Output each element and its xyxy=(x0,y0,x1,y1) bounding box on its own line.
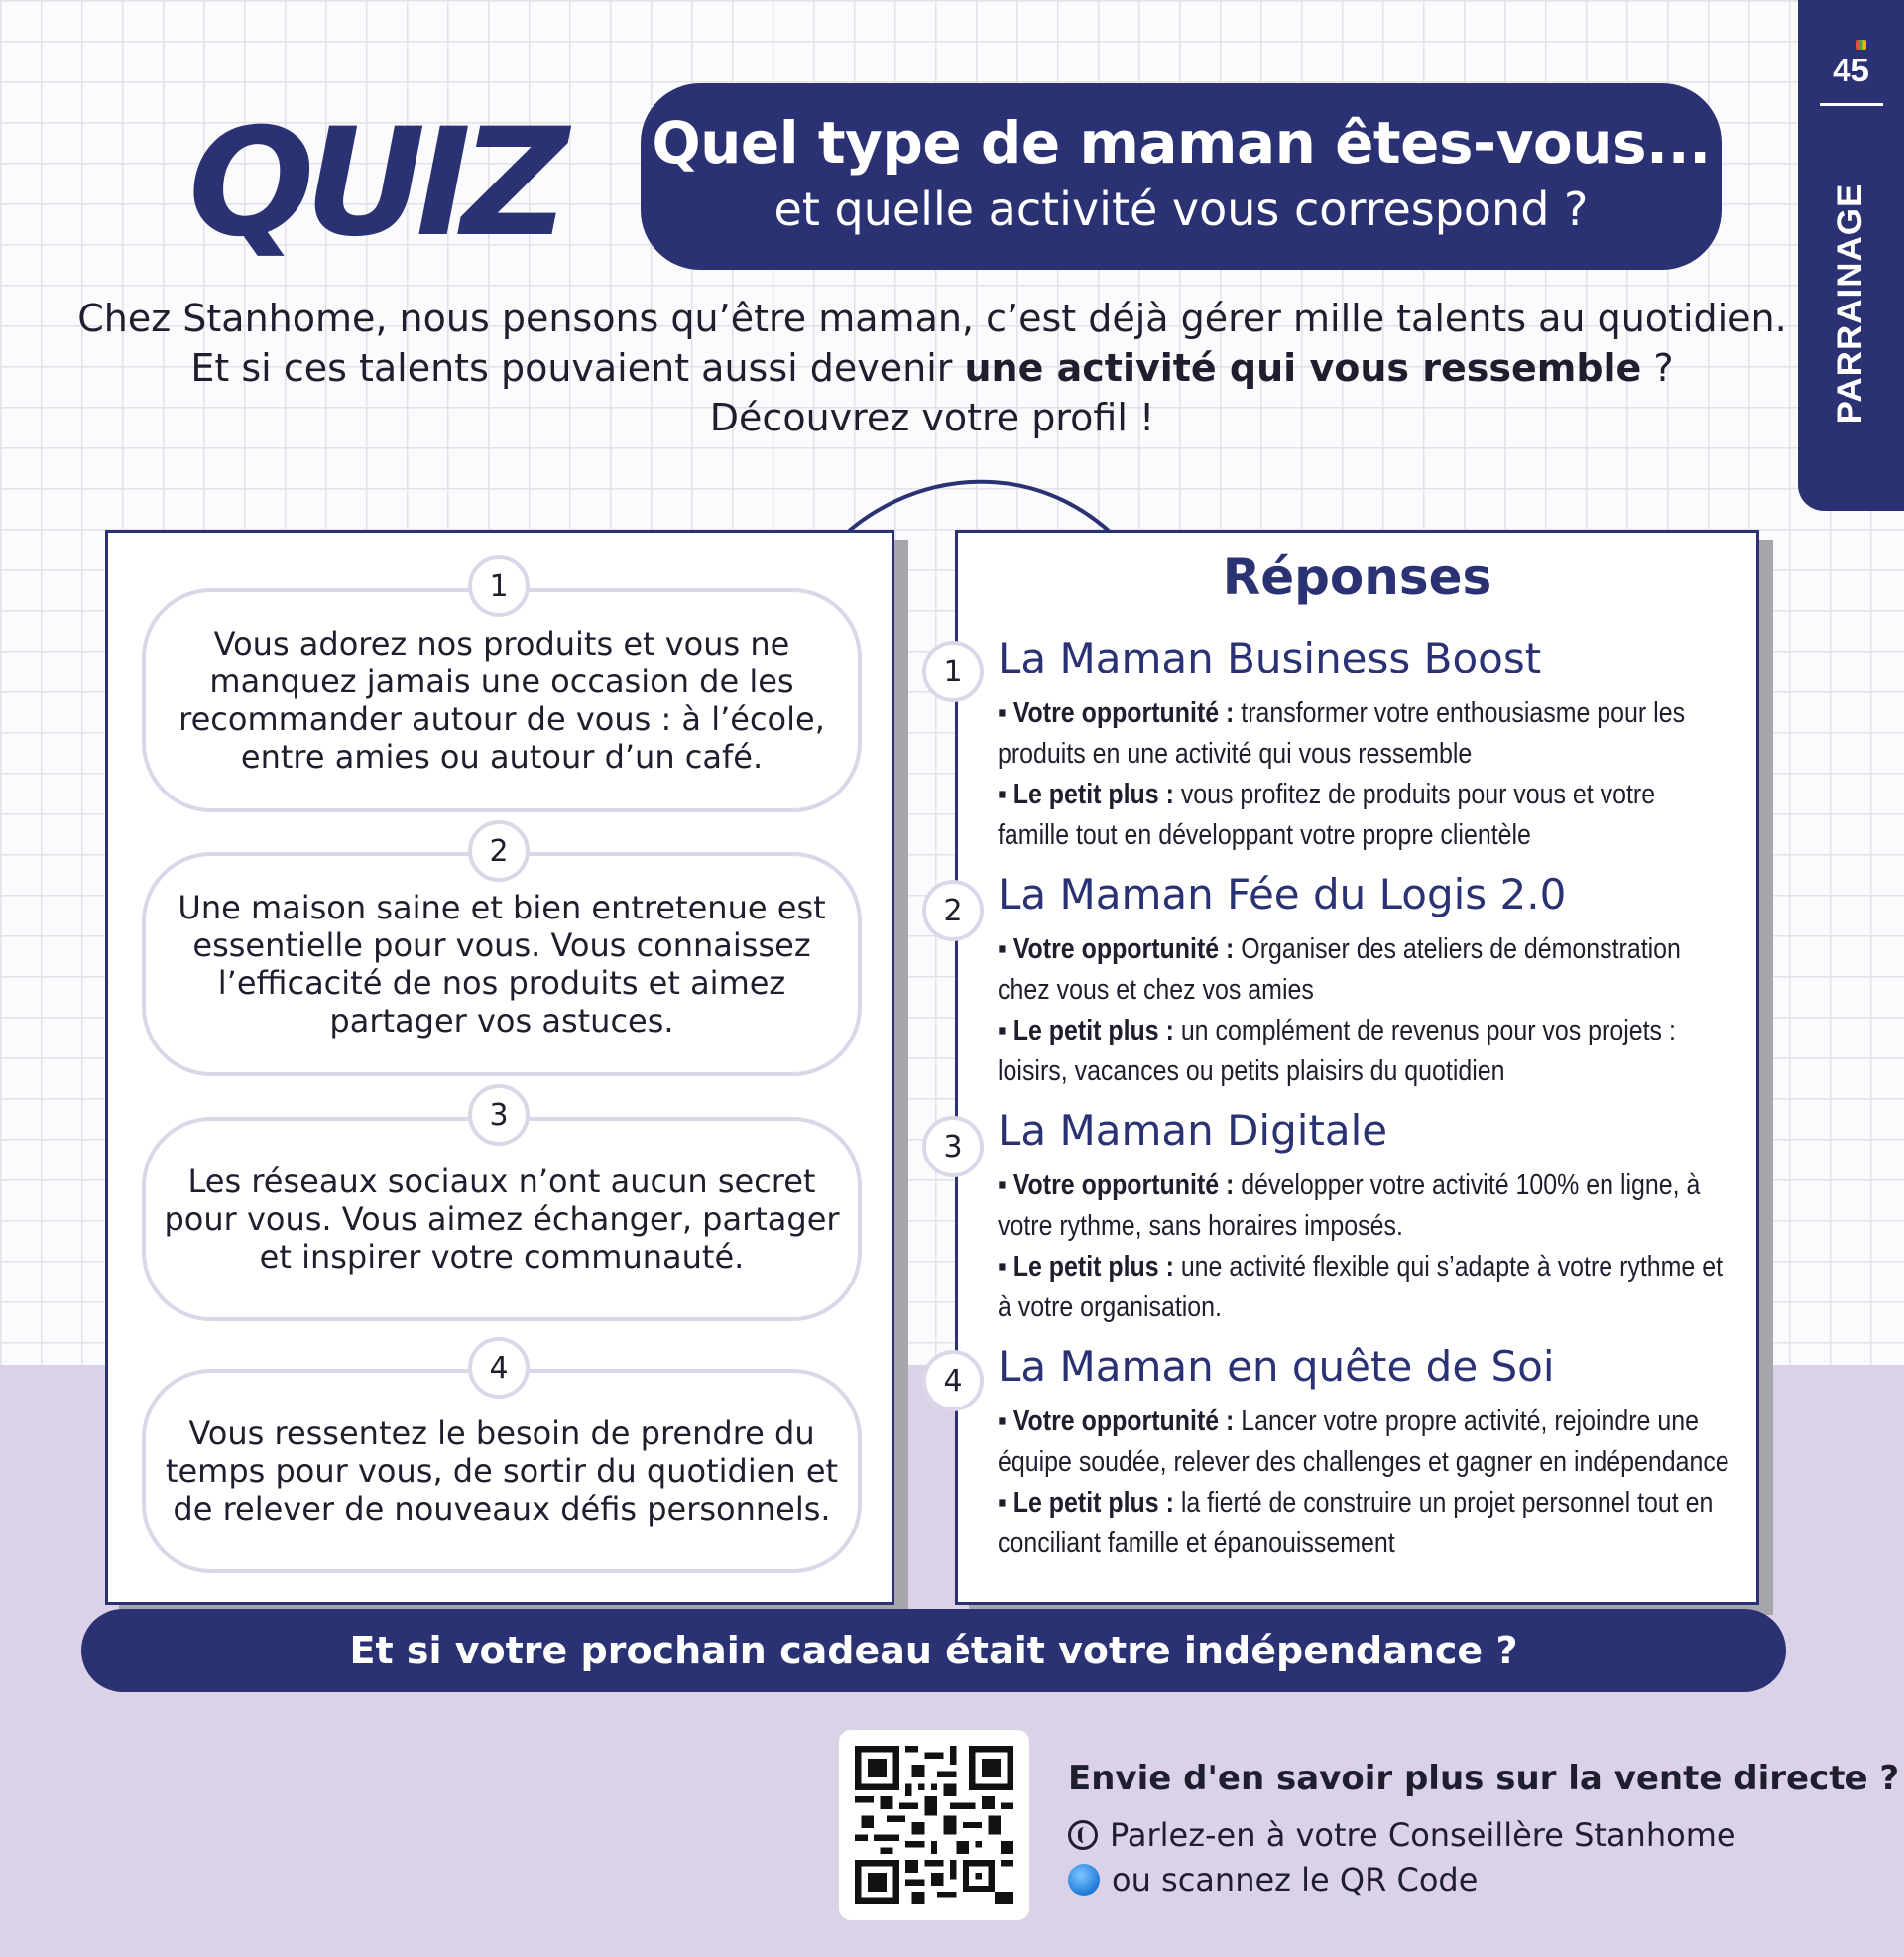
question-number-3: 3 xyxy=(468,1084,530,1146)
question-card-3 xyxy=(142,1117,862,1321)
call-to-action-banner: Et si votre prochain cadeau était votre indépendance ? xyxy=(81,1609,1786,1692)
answer-body-2: ▪ Votre opportunité : Organiser des ateliers de démonstration chez vous et chez vos amies ▪ Le petit plus : un complément de revenus pour vos projets : loisirs, vacances ou petits plaisirs du quotidien xyxy=(998,933,1681,1087)
brand-dot-icon xyxy=(1856,40,1866,50)
question-text: Les réseaux sociaux n’ont aucun secret pour vous. Vous aimez échanger, partager et inspirer votre communauté. xyxy=(164,1162,840,1276)
bonus-text: la fierté de construire un projet personnel tout en conciliant famille et épanouissement xyxy=(998,1487,1714,1559)
bonus-label: Le petit plus : xyxy=(1012,1015,1174,1046)
question-card-2 xyxy=(142,852,862,1076)
question-number-1: 1 xyxy=(468,555,530,617)
info-line-qr-text: ou scannez le QR Code xyxy=(1112,1861,1479,1898)
qr-code-icon xyxy=(855,1746,1013,1904)
answer-title-4: La Maman en quête de Soi xyxy=(998,1342,1555,1391)
intro-line-2 xyxy=(60,343,1805,393)
opportunity-label: Votre opportunité : xyxy=(1012,1406,1235,1437)
answer-title-1: La Maman Business Boost xyxy=(998,634,1542,682)
bonus-label: Le petit plus : xyxy=(1012,1251,1174,1283)
answer-number-2: 2 xyxy=(922,880,984,941)
opportunity-text: Organiser des ateliers de démonstration chez vous et chez vos amies xyxy=(998,933,1681,1006)
answer-number-3: 3 xyxy=(922,1116,984,1177)
bonus-text: une activité flexible qui s’adapte à votre rythme et à votre organisation. xyxy=(998,1251,1724,1323)
side-tab xyxy=(1798,0,1904,511)
intro-line-2-bold: une activité qui vous ressemble xyxy=(964,346,1642,390)
page-number: 45 xyxy=(1833,52,1869,88)
intro-line-3: Découvrez votre profil ! xyxy=(709,396,1155,439)
info-title: Envie d'en savoir plus sur la vente directe ? xyxy=(1068,1759,1900,1798)
title-sub: et quelle activité vous correspond ? xyxy=(774,183,1589,236)
phone-icon xyxy=(1068,1820,1098,1850)
question-text: Vous ressentez le besoin de prendre du temps pour vous, de sortir du quotidien et de relever de nouveaux défis personnels. xyxy=(165,1414,839,1528)
quiz-logo: QUIZ xyxy=(188,97,559,270)
qr-code-card[interactable] xyxy=(839,1730,1029,1920)
answer-title-2: La Maman Fée du Logis 2.0 xyxy=(998,870,1567,918)
question-card-4 xyxy=(142,1369,862,1573)
answer-body-4: ▪ Votre opportunité : Lancer votre propre activité, rejoindre une équipe soudée, relever des challenges et gagner en indépendance ▪ Le petit plus : la fierté de construire un projet personnel tout en conciliant famille et épanouissement xyxy=(998,1406,1729,1559)
answer-number-1: 1 xyxy=(922,641,984,702)
answer-title-3: La Maman Digitale xyxy=(998,1106,1388,1155)
title-main: Quel type de maman êtes-vous... xyxy=(652,109,1711,177)
opportunity-label: Votre opportunité : xyxy=(1012,1169,1235,1201)
side-divider xyxy=(1820,103,1883,106)
title-pill xyxy=(641,83,1722,270)
question-text: Vous adorez nos produits et vous ne manquez jamais une occasion de les recommander autour de vous : à l’école, entre amies ou autour d’un café. xyxy=(178,625,825,776)
opportunity-label: Votre opportunité : xyxy=(1012,697,1235,729)
intro-line-1: Chez Stanhome, nous pensons qu’être maman, c’est déjà gérer mille talents au quotidien. xyxy=(77,297,1787,340)
intro-line-2-end: ? xyxy=(1641,346,1674,390)
question-number-4: 4 xyxy=(468,1337,530,1399)
question-card-1 xyxy=(142,588,862,812)
info-line-advisor xyxy=(1068,1816,1736,1854)
bonus-text: un complément de revenus pour vos projets : loisirs, vacances ou petits plaisirs du quotidien xyxy=(998,1015,1676,1087)
section-label: PARRAINAGE xyxy=(1831,183,1869,425)
answer-body-3: ▪ Votre opportunité : développer votre activité 100% en ligne, à votre rythme, sans horaires imposés. ▪ Le petit plus : une activité flexible qui s’adapte à votre rythme et à votre organisation. xyxy=(998,1169,1724,1323)
question-number-2: 2 xyxy=(468,820,530,882)
opportunity-label: Votre opportunité : xyxy=(1012,933,1235,965)
answer-number-4: 4 xyxy=(922,1350,984,1411)
globe-icon xyxy=(1068,1864,1100,1896)
answers-title: Réponses xyxy=(1222,549,1492,606)
answer-body-1: ▪ Votre opportunité : transformer votre enthousiasme pour les produits en une activité qui vous ressemble ▪ Le petit plus : vous profitez de produits pour vous et votre famille tout en développant votre propre clientèle xyxy=(998,697,1686,851)
bonus-label: Le petit plus : xyxy=(1012,779,1174,810)
answers-panel xyxy=(943,530,1759,1605)
intro-line-2-start: Et si ces talents pouvaient aussi devenir xyxy=(190,346,965,390)
info-line-qr xyxy=(1068,1861,1478,1898)
bonus-label: Le petit plus : xyxy=(1012,1487,1174,1519)
question-text: Une maison saine et bien entretenue est essentielle pour vous. Vous connaissez l’efficacité de nos produits et aimez partager vos astuces. xyxy=(178,889,826,1040)
opportunity-text: Lancer votre propre activité, rejoindre une équipe soudée, relever des challenges et gagner en indépendance xyxy=(998,1406,1729,1478)
info-line-advisor-text: Parlez-en à votre Conseillère Stanhome xyxy=(1110,1816,1736,1854)
opportunity-text: transformer votre enthousiasme pour les produits en une activité qui vous ressemble xyxy=(998,697,1686,770)
bonus-text: vous profitez de produits pour vous et votre famille tout en développant votre propre clientèle xyxy=(998,779,1656,851)
opportunity-text: développer votre activité 100% en ligne, à votre rythme, sans horaires imposés. xyxy=(998,1169,1701,1242)
intro-text xyxy=(60,294,1805,442)
questions-panel xyxy=(105,530,894,1605)
